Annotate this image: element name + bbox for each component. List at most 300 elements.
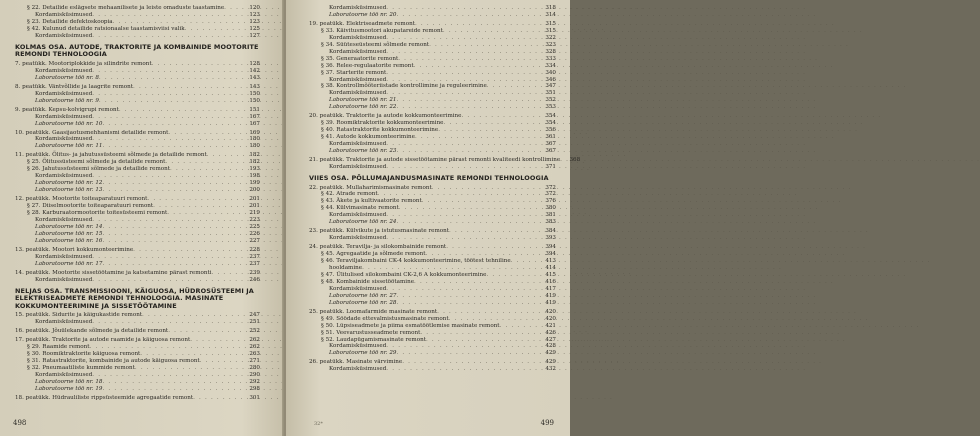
dot-leader xyxy=(386,70,540,77)
entry-page-number: 201 xyxy=(249,196,260,203)
section-entry xyxy=(309,198,556,205)
entry-title: Laboratoorne töö nr. 23 xyxy=(329,148,397,155)
left-page xyxy=(0,0,284,436)
lab-work-entry xyxy=(15,261,260,268)
entry-title: 12. peatükk. Mootorite toiteaparatuuri remont xyxy=(15,196,148,203)
entry-page-number: 384 xyxy=(545,228,556,235)
entry-page-number: 120 xyxy=(249,5,260,11)
entry-page-number: 421 xyxy=(545,322,556,329)
entry-title: Kordamisküsimused xyxy=(35,32,93,39)
review-entry xyxy=(309,164,556,171)
entry-title: Kordamisküsimused xyxy=(35,216,93,223)
entry-title: Kordamisküsimused xyxy=(329,5,387,11)
dot-leader xyxy=(153,203,244,210)
dot-leader xyxy=(386,286,540,293)
entry-page-number: 167 xyxy=(249,120,260,127)
entry-page-number: 301 xyxy=(249,394,260,401)
section-entry xyxy=(309,42,556,49)
entry-page-number: 333 xyxy=(545,55,556,62)
dot-leader xyxy=(102,238,244,245)
entry-page-number: 226 xyxy=(249,230,260,237)
entry-page-number: 381 xyxy=(545,212,556,219)
entry-title: 21. peatükk. Traktorite ja autode sissetöötamine pärast remonti kvaliteedi kontrollimine xyxy=(309,157,561,164)
entry-title: Kordamisküsimused xyxy=(35,67,93,74)
entry-title: 26. peatükk. Masinate värvimine xyxy=(309,359,403,366)
entry-page-number: 432 xyxy=(545,366,556,373)
lab-work-entry xyxy=(15,180,260,187)
dot-leader xyxy=(437,309,540,316)
entry-page-number: 429 xyxy=(545,350,556,357)
dot-leader xyxy=(142,312,244,319)
entry-title: Kordamisküsimused xyxy=(329,90,387,97)
right-toc xyxy=(309,5,581,373)
entry-title: 7. peatükk. Mootoriplokkide ja silindrite remont xyxy=(15,60,152,67)
section-entry xyxy=(309,63,556,70)
entry-page-number: 193 xyxy=(249,166,260,173)
entry-title: § 38. Kontrollmõõteriistade kontrollimine ja reguleerimine xyxy=(321,83,487,90)
review-entry xyxy=(309,286,556,293)
entry-title: § 25. Õlitussüsteemi sõlmede ja detailide remont xyxy=(27,159,166,166)
entry-title: § 40. Ratastraktorite kokkumonteerimine xyxy=(321,127,439,134)
dot-leader xyxy=(396,148,540,155)
page-number: 498 xyxy=(13,419,27,427)
dot-leader xyxy=(102,379,244,386)
entry-title: § 34. Süüteseüsteemi sõlmede remont xyxy=(321,41,430,48)
dot-leader xyxy=(92,12,244,19)
entry-page-number: 123 xyxy=(249,11,260,18)
entry-title: 17. peatükk. Traktorite ja autode raamide ja käiguosa remont xyxy=(15,337,191,344)
dot-leader xyxy=(133,84,244,91)
dot-leader xyxy=(415,21,540,28)
entry-title: § 23. Detailide defektoskoopia xyxy=(27,18,113,25)
entry-page-number: 271 xyxy=(249,358,260,365)
dot-leader xyxy=(461,113,540,120)
entry-title: Kordamisküsimused xyxy=(35,276,93,283)
chapter-entry xyxy=(15,395,260,402)
entry-page-number: 419 xyxy=(545,292,556,299)
entry-title: 10. peatükk. Gaasijaotusmehhanismi detailide remont xyxy=(15,129,169,136)
part-heading: NELJAS OSA. TRANSMISSIOONI, KÄIGUOSA, HÜDROSÜSTEEMI JA ELEKTRISEADMETE REMONDI TEHNOLOOGIA. MASINATE KOKKUMONTEERIMINE JA SISSETÖÖTAMINE xyxy=(15,286,254,310)
entry-title: Kordamisküsimused xyxy=(35,11,93,18)
entry-title: § 51. Veevarustusseadmete remont xyxy=(321,329,421,336)
entry-title: Laboratoorne töö nr. 27 xyxy=(329,292,397,299)
printer-signature: 32* xyxy=(314,421,323,427)
review-entry xyxy=(15,277,260,284)
entry-title: Kordamisküsimused xyxy=(35,90,93,97)
entry-title: § 39. Roomiktraktorite kokkumonteerimine xyxy=(321,120,444,127)
entry-page-number: 180 xyxy=(249,143,260,150)
entry-title: Kordamisküsimused xyxy=(329,163,387,170)
entry-title: Kordamisküsimused xyxy=(35,253,93,260)
section-entry xyxy=(15,203,260,210)
entry-page-number: 142 xyxy=(249,67,260,74)
entry-title: Kordamisküsimused xyxy=(329,34,387,41)
review-entry xyxy=(309,265,556,272)
dot-leader xyxy=(426,337,540,344)
section-entry xyxy=(309,337,556,344)
dot-leader xyxy=(168,328,244,335)
entry-page-number: 416 xyxy=(545,278,556,285)
entry-title: Kordamisküsimused xyxy=(329,366,387,373)
entry-page-number: 419 xyxy=(545,299,556,306)
lab-work-entry xyxy=(15,187,260,194)
entry-title: Kordamisküsimused xyxy=(329,76,387,83)
entry-title: Kordamisküsimused xyxy=(35,113,93,120)
chapter-entry xyxy=(15,130,260,137)
entry-page-number: 200 xyxy=(249,187,260,194)
entry-page-number: 372 xyxy=(545,184,556,191)
entry-title: 19. peatükk. Elektriseadmete remont xyxy=(309,20,415,27)
entry-title: Laboratoorne töö nr. 29 xyxy=(329,350,397,357)
dot-leader xyxy=(119,107,244,114)
entry-title: § 45. Agregaatide ja sõlmede remont xyxy=(321,251,426,258)
dot-leader xyxy=(102,231,244,238)
entry-page-number: 376 xyxy=(545,198,556,205)
entry-page-number: 262 xyxy=(249,337,260,344)
entry-title: Laboratoorne töö nr. 8 xyxy=(35,74,99,81)
entry-title: 23. peatükk. Külvikute ja istutusmasinate remont xyxy=(309,228,449,235)
dot-leader xyxy=(92,91,244,98)
review-entry xyxy=(15,91,260,98)
chapter-entry xyxy=(15,61,260,68)
lab-work-entry xyxy=(309,104,556,111)
entry-page-number: 417 xyxy=(545,285,556,292)
review-entry xyxy=(309,90,556,97)
entry-page-number: 201 xyxy=(249,203,260,210)
entry-title: § 52. Laudapügamismasinate remont xyxy=(321,336,426,343)
dot-leader xyxy=(99,98,244,105)
entry-title: § 32. Pneumaatiliste kummide remont xyxy=(27,365,135,371)
dot-leader xyxy=(386,5,540,12)
dot-leader xyxy=(102,143,244,150)
dot-leader xyxy=(92,319,244,326)
entry-title: 9. peatükk. Kepsu-kolvigrupi remont xyxy=(15,106,119,113)
dot-leader xyxy=(420,330,540,337)
entry-page-number: 239 xyxy=(249,269,260,276)
dot-leader xyxy=(92,173,244,180)
review-entry xyxy=(309,212,556,219)
entry-page-number: 356 xyxy=(545,127,556,134)
entry-title: Laboratoorne töö nr. 28 xyxy=(329,299,397,306)
entry-title: Kordamisküsimused xyxy=(329,285,387,292)
dot-leader xyxy=(386,366,540,373)
entry-page-number: 414 xyxy=(545,265,556,271)
dot-leader xyxy=(99,75,244,82)
chapter-entry xyxy=(309,309,556,316)
entry-title: § 42. Kulunud detailide ratsionaalse taastamisviisi valik xyxy=(27,25,185,32)
entry-page-number: 323 xyxy=(545,41,556,48)
entry-title: Laboratoorne töö nr. 12 xyxy=(35,180,103,187)
entry-page-number: 247 xyxy=(249,312,260,319)
entry-title: 8. peatükk. Väntvõllide ja laagrite remont xyxy=(15,83,133,90)
lab-work-entry xyxy=(15,143,260,150)
section-entry xyxy=(309,127,556,134)
dot-leader xyxy=(102,261,244,268)
section-entry xyxy=(15,166,260,173)
entry-title: 15. peatükk. Sidurite ja käigukastide remont xyxy=(15,312,143,319)
entry-title: 24. peatükk. Teraviljа- ja silokombainide remont xyxy=(309,244,447,251)
dot-leader xyxy=(152,61,244,68)
review-entry xyxy=(15,136,260,143)
entry-page-number: 292 xyxy=(249,378,260,385)
entry-page-number: 334 xyxy=(545,62,556,69)
review-entry xyxy=(309,49,556,56)
dot-leader xyxy=(92,33,244,40)
entry-title: § 31. Ratastraktorite, kombainide ja autode käiguosa remont xyxy=(27,358,200,365)
part-heading: VIIES OSA. PÕLLUMAJANDUSMASINATE REMONDI TEHNOLOOGIA xyxy=(309,173,549,182)
entry-page-number: 280 xyxy=(249,365,260,371)
entry-page-number: 383 xyxy=(545,219,556,226)
dot-leader xyxy=(414,279,540,286)
dot-leader xyxy=(92,114,244,121)
entry-page-number: 151 xyxy=(249,106,260,113)
section-entry xyxy=(309,205,556,212)
entry-title: Laboratoorne töö nr. 15 xyxy=(35,230,103,237)
section-entry xyxy=(15,19,260,26)
entry-title: 20. peatükk. Traktorite ja autode kokkumonteerimine xyxy=(309,113,462,120)
entry-title: Laboratoorne töö nr. 24 xyxy=(329,219,397,226)
entry-title: § 22. Detailide eslägsete mehaanilisete ja leiste omaduste taastamine xyxy=(27,5,225,11)
lab-work-entry xyxy=(309,350,556,357)
entry-page-number: 143 xyxy=(249,74,260,81)
chapter-entry xyxy=(15,312,260,319)
entry-title: 18. peatükk. Hüdrauliliste rippsüsteemide agregaatide remont xyxy=(15,394,194,401)
entry-page-number: 347 xyxy=(545,83,556,90)
right-page xyxy=(286,0,581,436)
review-entry xyxy=(15,114,260,121)
chapter-entry xyxy=(309,359,556,366)
section-entry xyxy=(309,56,556,63)
entry-page-number: 394 xyxy=(545,251,556,258)
entry-page-number: 352 xyxy=(545,97,556,104)
dot-leader xyxy=(429,42,540,49)
entry-page-number: 353 xyxy=(545,104,556,111)
entry-page-number: 182 xyxy=(249,152,260,159)
entry-page-number: 263 xyxy=(249,351,260,358)
lab-work-entry xyxy=(309,148,556,155)
entry-page-number: 125 xyxy=(249,25,260,32)
section-entry xyxy=(15,26,260,33)
dot-leader xyxy=(168,130,244,137)
entry-page-number: 228 xyxy=(249,246,260,253)
dot-leader xyxy=(396,219,540,226)
entry-page-number: 315 xyxy=(545,20,556,27)
entry-title: Kordamisküsimused xyxy=(35,319,93,326)
review-entry xyxy=(309,343,556,350)
entry-title: § 26. Jahutussüsteemi sõlmede ja detailide remont xyxy=(27,166,171,173)
dot-leader xyxy=(92,136,244,143)
entry-title: § 33. Käivitusmootori akupatareide remont xyxy=(321,27,443,34)
dot-leader xyxy=(102,180,244,187)
entry-page-number: 169 xyxy=(249,129,260,136)
chapter-entry xyxy=(15,196,260,203)
entry-title: Laboratoorne töö nr. 14 xyxy=(35,223,103,230)
dot-leader xyxy=(443,28,540,35)
dot-leader xyxy=(224,5,244,12)
entry-title: § 42. Atrade remont xyxy=(321,191,378,198)
review-entry xyxy=(309,141,556,148)
dot-leader xyxy=(414,63,540,70)
chapter-entry xyxy=(309,185,556,192)
entry-page-number: 367 xyxy=(545,141,556,148)
lab-work-entry xyxy=(309,97,556,104)
entry-title: Laboratoorne töö nr. 11 xyxy=(35,143,103,150)
section-entry xyxy=(309,323,556,330)
entry-title: 25. peatükk. Loomafarmide masinate remont xyxy=(309,308,438,315)
dot-leader xyxy=(133,247,244,254)
lab-work-entry xyxy=(309,219,556,226)
entry-page-number: 223 xyxy=(249,216,260,223)
entry-title: Kordamisküsimused xyxy=(35,173,93,180)
entry-title: Kordamisküsimused xyxy=(329,235,387,242)
dot-leader xyxy=(398,56,540,63)
dot-leader xyxy=(92,217,244,224)
dot-leader xyxy=(396,300,540,307)
entry-title: § 46. Teraviljakombaini CK-4 kokkumonteerimine, töötest tehniline xyxy=(321,258,511,265)
entry-page-number: 314 xyxy=(545,11,556,18)
entry-page-number: 123 xyxy=(249,18,260,25)
lab-work-entry xyxy=(15,379,260,386)
entry-page-number: 199 xyxy=(249,180,260,187)
dot-leader xyxy=(147,196,244,203)
dot-leader xyxy=(386,164,540,171)
dot-leader xyxy=(425,251,540,258)
entry-page-number: 182 xyxy=(249,159,260,166)
dot-leader xyxy=(432,185,540,192)
entry-page-number: 429 xyxy=(545,359,556,366)
dot-leader xyxy=(193,395,244,402)
dot-leader xyxy=(386,235,540,242)
dot-leader xyxy=(102,121,244,128)
chapter-entry xyxy=(309,21,556,28)
entry-page-number: 394 xyxy=(545,244,556,251)
lab-work-entry xyxy=(15,224,260,231)
review-entry xyxy=(309,5,556,12)
dot-leader xyxy=(396,97,540,104)
dot-leader xyxy=(396,12,540,19)
dot-leader xyxy=(399,205,540,212)
dot-leader xyxy=(190,337,244,344)
dot-leader xyxy=(415,134,540,141)
dot-leader xyxy=(170,166,244,173)
entry-page-number: 219 xyxy=(249,210,260,217)
lab-work-entry xyxy=(15,121,260,128)
section-entry xyxy=(309,28,556,35)
entry-page-number: 290 xyxy=(249,371,260,378)
entry-page-number: 328 xyxy=(545,48,556,55)
entry-title: Laboratoorne töö nr. 9 xyxy=(35,97,99,104)
entry-title: § 49. Söödade ettevalmistusmasinate remont xyxy=(321,315,449,322)
dot-leader xyxy=(500,323,540,330)
chapter-entry xyxy=(15,337,260,344)
entry-title: Laboratoorne töö nr. 16 xyxy=(35,237,103,244)
dot-leader xyxy=(165,159,244,166)
dot-leader xyxy=(212,270,244,277)
section-entry xyxy=(309,316,556,323)
entry-title: § 37. Starterite remont xyxy=(321,69,387,76)
entry-title: § 50. Lüpsiseadmete ja piima esmatöötlemise masinate remont xyxy=(321,322,500,329)
dot-leader xyxy=(402,359,540,366)
entry-page-number: 420 xyxy=(545,308,556,315)
entry-page-number: 198 xyxy=(249,173,260,180)
lab-work-entry xyxy=(15,231,260,238)
section-entry xyxy=(15,5,260,12)
entry-title: 11. peatükk. Õlitus- ja jahutussüsteemi sõlmede ja detailide remont xyxy=(15,152,207,159)
dot-leader xyxy=(396,293,540,300)
lab-work-entry xyxy=(309,12,556,19)
review-entry xyxy=(15,68,260,75)
dot-leader xyxy=(396,350,540,357)
entry-title: § 36. Releе-regulaatorite remont xyxy=(321,62,414,69)
entry-page-number: 167 xyxy=(249,113,260,120)
dot-leader xyxy=(386,90,540,97)
lab-work-entry xyxy=(15,386,260,393)
entry-page-number: 427 xyxy=(545,336,556,343)
entry-title: Kordamisküsimused xyxy=(329,141,387,148)
entry-title: Laboratoorne töö nr. 17 xyxy=(35,260,103,267)
entry-page-number: 340 xyxy=(545,69,556,76)
entry-page-number: 225 xyxy=(249,223,260,230)
lab-work-entry xyxy=(15,75,260,82)
entry-page-number: 180 xyxy=(249,136,260,143)
dot-leader xyxy=(444,120,541,127)
entry-page-number: 428 xyxy=(545,343,556,350)
review-entry xyxy=(15,33,260,40)
chapter-entry xyxy=(15,84,260,91)
review-entry xyxy=(15,217,260,224)
entry-title: § 47. Ülitulised silokombaini CK-2,6 A kokkumonteerimine xyxy=(321,271,487,278)
dot-leader xyxy=(92,68,244,75)
entry-title: § 29. Raamide remont xyxy=(27,344,90,351)
entry-page-number: 351 xyxy=(545,90,556,97)
dot-leader xyxy=(446,244,540,251)
dot-leader xyxy=(487,83,540,90)
entry-title: 22. peatükk. Mullaharimismasinate remont xyxy=(309,184,432,191)
entry-title: § 30. Roomiktraktorite käiguosa remont xyxy=(27,351,141,358)
entry-title: Laboratoorne töö nr. 19 xyxy=(35,385,103,392)
chapter-entry xyxy=(15,270,260,277)
section-entry xyxy=(15,351,260,358)
entry-title: Laboratoorne töö nr. 21 xyxy=(329,97,397,104)
chapter-entry xyxy=(309,113,556,120)
lab-work-entry xyxy=(15,238,260,245)
entry-page-number: 322 xyxy=(545,34,556,41)
review-entry xyxy=(15,12,260,19)
section-entry xyxy=(15,365,260,372)
entry-title: 13. peatükk. Mootori kokkumonteerimine xyxy=(15,246,134,253)
entry-page-number: 128 xyxy=(249,60,260,67)
dot-leader xyxy=(422,198,540,205)
entry-title: § 28. Karburaatormootorite toitesüsteemi remont xyxy=(27,210,168,217)
entry-page-number: 252 xyxy=(249,328,260,335)
entry-page-number: 315 xyxy=(545,27,556,34)
entry-page-number: 415 xyxy=(545,271,556,278)
section-entry xyxy=(309,83,556,90)
entry-page-number: 127 xyxy=(249,32,260,39)
section-entry xyxy=(309,330,556,337)
dot-leader xyxy=(102,187,244,194)
dot-leader xyxy=(438,127,540,134)
review-entry xyxy=(15,254,260,261)
entry-page-number: 237 xyxy=(249,260,260,267)
review-entry xyxy=(309,366,556,373)
dot-leader xyxy=(449,316,540,323)
review-entry xyxy=(15,372,260,379)
section-entry xyxy=(15,358,260,365)
dot-leader xyxy=(200,358,244,365)
dot-leader xyxy=(386,343,540,350)
entry-title: Kordamisküsimused xyxy=(35,371,93,378)
